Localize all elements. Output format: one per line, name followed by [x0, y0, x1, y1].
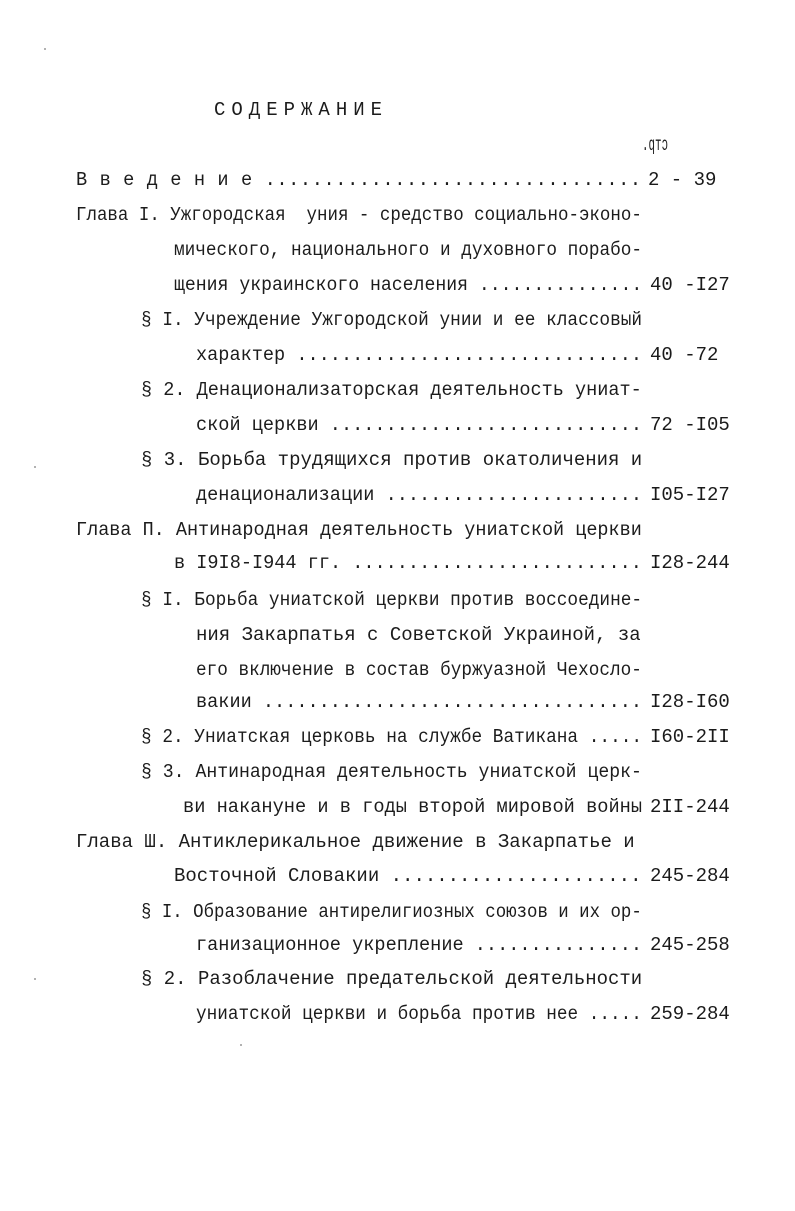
toc-entry-ch3-line2: Восточной Словакии ...................... — [174, 865, 642, 887]
toc-page-ch3-s2: 259-284 — [650, 1003, 730, 1025]
scan-speck — [44, 48, 46, 50]
toc-entry-ch1-s2-line2: ской церкви ............................ — [196, 414, 643, 436]
toc-entry-ch2-s1-line4: вакии .................................. — [196, 691, 643, 713]
scan-speck — [34, 466, 36, 468]
toc-entry-ch3-line1: Глава Ш. Антиклерикальное движение в Закарпатье и — [76, 831, 635, 853]
toc-entry-ch3-s2-line2: униатской церкви и борьба против нее ..... — [196, 1003, 642, 1025]
toc-entry-ch1-line1: Глава I. Ужгородская уния - средство социально-эконо- — [76, 204, 642, 226]
toc-entry-ch3-s2-line1: § 2. Разоблачение предательской деятельности — [141, 968, 643, 990]
toc-entry-ch2-s1-line3: его включение в состав буржуазной Чехосло- — [196, 659, 642, 681]
toc-page-ch3: 245-284 — [650, 865, 730, 887]
scan-speck — [240, 1044, 242, 1046]
toc-entry-ch2-s1-line1: § I. Борьба униатской церкви против воссоедине- — [141, 589, 643, 611]
toc-entry-ch1-line2: мического, национального и духовного порабо- — [174, 239, 643, 261]
toc-page-ch2-s1: I28-I60 — [650, 691, 730, 713]
toc-entry-ch1-s2-line1: § 2. Денационализаторская деятельность униат- — [141, 379, 642, 401]
toc-page-ch3-s1: 245-258 — [650, 934, 730, 956]
toc-entry-ch1-s1-line2: характер ............................... — [196, 344, 643, 366]
toc-entry-ch1-s3-line1: § 3. Борьба трудящихся против окатоличения и — [141, 449, 643, 471]
scan-speck — [34, 978, 36, 980]
toc-page-ch2: I28-244 — [650, 552, 730, 574]
toc-entry-ch1-s3-line2: денационализации ....................... — [196, 484, 643, 506]
toc-page-ch1-s2: 72 -I05 — [650, 414, 730, 436]
toc-entry-ch3-s1-line2: ганизационное укрепление ............... — [196, 934, 643, 956]
toc-entry-ch3-s1-line1: § I. Образование антирелигиозных союзов и их ор- — [141, 901, 642, 923]
toc-page-intro: 2 - 39 — [648, 169, 717, 191]
toc-entry-ch2-s1-line2: ния Закарпатья с Советской Украиной, за — [196, 624, 641, 646]
toc-entry-ch2-s3-line1: § 3. Антинародная деятельность униатской церк- — [141, 761, 642, 783]
toc-page-ch1: 40 -I27 — [650, 274, 730, 296]
toc-page-ch1-s1: 40 -72 — [650, 344, 719, 366]
toc-entry-ch1-line3: щения украинского населения ............... — [174, 274, 643, 296]
toc-entry-ch2-line2: в I9I8-I944 гг. .......................... — [174, 552, 642, 574]
toc-entry-ch1-s1-line1: § I. Учреждение Ужгородской унии и ее классовый — [141, 309, 643, 331]
toc-entry-intro: В в е д е н и е ................................ — [76, 169, 642, 191]
toc-entry-ch2-line1: Глава П. Антинародная деятельность униатской церкви — [76, 519, 642, 541]
toc-entry-ch2-s2: § 2. Униатская церковь на службе Ватикана ..... — [141, 726, 643, 748]
toc-page-ch1-s3: I05-I27 — [650, 484, 730, 506]
toc-entry-ch2-s3-line2: ви накануне и в годы второй мировой войны — [183, 796, 643, 818]
toc-page-ch2-s3: 2II-244 — [650, 796, 730, 818]
page-title: СОДЕРЖАНИЕ — [214, 99, 389, 121]
page-column-header: стр. — [642, 134, 668, 156]
toc-page-ch2-s2: I60-2II — [650, 726, 730, 748]
